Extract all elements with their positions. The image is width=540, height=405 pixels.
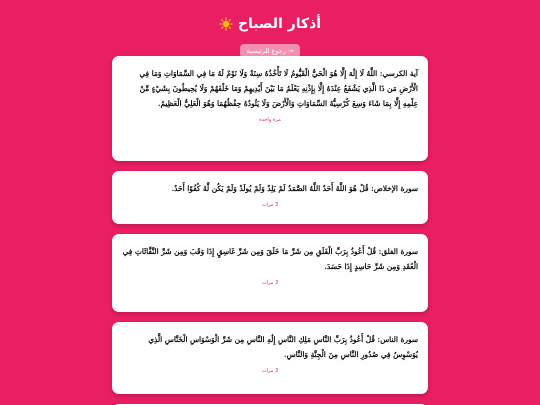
back-to-home-button[interactable]: → رجوع للرئيسية [240, 44, 301, 58]
dhikr-text: سورة الإخلاص: قُلْ هُوَ اللَّهُ أَحَدٌ اللَّهُ الصَّمَدُ لَمْ يَلِدْ وَلَمْ يُولَدْ وَلَمْ يَكُن لَّهُ كُفُوًا أَحَدٌ. [171, 184, 418, 193]
dhikr-count: 3 مرات [261, 202, 279, 208]
sun-icon [219, 17, 233, 31]
dhikr-card[interactable] [112, 234, 428, 312]
page-title-row [219, 16, 321, 32]
header [0, 0, 540, 58]
dhikr-card[interactable] [112, 322, 428, 394]
dhikr-text: سورة الفلق: قُلْ أَعُوذُ بِرَبِّ الْفَلَقِ مِن شَرِّ مَا خَلَقَ وَمِن شَرِّ غَاسِقٍ إِذَا وَقَبَ وَمِن شَرِّ النَّفَّاثَاتِ فِي الْعُقَدِ وَمِن شَرِّ حَاسِدٍ إِذَا حَسَدَ. [122, 247, 418, 271]
dhikr-count: 3 مرات [261, 280, 279, 286]
dhikr-card[interactable] [112, 171, 428, 224]
dhikr-text: آية الكرسي: اللَّهُ لَا إِلَٰهَ إِلَّا هُوَ الْحَيُّ الْقَيُّومُ لَا تَأْخُذُهُ سِنَةٌ وَلَا نَوْمٌ لَهُ مَا فِي السَّمَاوَاتِ وَمَا فِي الْأَرْضِ مَن ذَا الَّذِي يَشْفَعُ عِنْدَهُ إِلَّا بِإِذْنِهِ يَعْلَمُ مَا بَيْنَ أَيْدِيهِمْ وَمَا خَلْفَهُمْ وَلَا يُحِيطُونَ بِشَيْءٍ مِّنْ عِلْمِهِ إِلَّا بِمَا شَاءَ وَسِعَ كُرْسِيُّهُ السَّمَاوَاتِ وَالْأَرْضَ وَلَا يَئُودُهُ حِفْظُهُمَا وَهُوَ الْعَلِيُّ الْعَظِيمُ. [139, 69, 418, 108]
dhikr-count: مرة واحدة [259, 117, 281, 123]
dhikr-count: 3 مرات [261, 368, 279, 374]
dhikr-text: سورة الناس: قُلْ أَعُوذُ بِرَبِّ النَّاسِ مَلِكِ النَّاسِ إِلَٰهِ النَّاسِ مِن شَرِّ الْوَسْوَاسِ الْخَنَّاسِ الَّذِي يُوَسْوِسُ فِي صُدُورِ النَّاسِ مِنَ الْجِنَّةِ وَالنَّاسِ. [148, 335, 418, 359]
page-title: أذكار الصباح [237, 16, 322, 32]
adhkar-list [112, 56, 428, 405]
dhikr-card[interactable] [112, 56, 428, 161]
